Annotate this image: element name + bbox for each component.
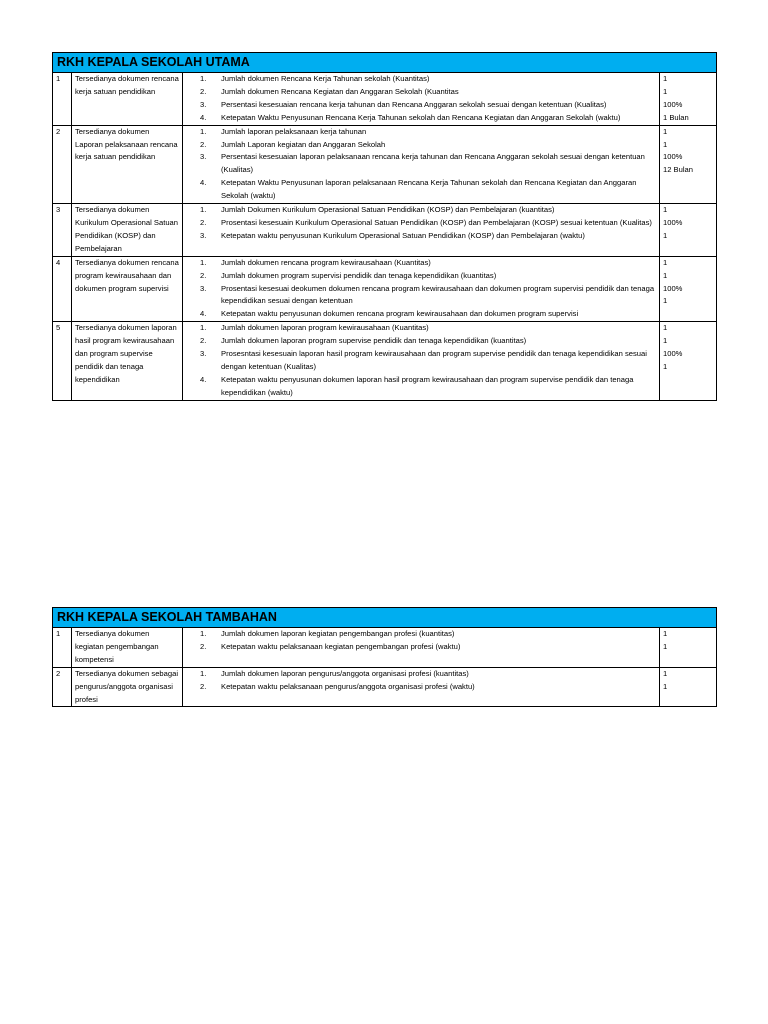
indicator-text: Jumlah dokumen program supervisi pendidik dan tenaga kependidikan (kuantitas) [221, 270, 497, 280]
indicator-text: Jumlah dokumen Rencana Kerja Tahunan sekolah (Kuantitas) [221, 74, 430, 83]
target-value: 1 [663, 270, 668, 280]
indicator-item [186, 668, 656, 681]
indicator-text: Persentasi kesesuaian rencana kerja tahunan dan Rencana Anggaran sekolah sesuai dengan ketentuan (Kualitas) [221, 99, 607, 109]
indicator-text: Persentasi kesesuaian laporan pelaksanaan rencana kerja tahunan dan Rencana Anggaran sekolah sesuai dengan ketentuan (Kualitas) [221, 152, 645, 175]
output-description: Tersedianya dokumen kegiatan pengembangan kompetensi [72, 628, 183, 668]
indicator-item [186, 139, 656, 152]
indicator-number: 3. [200, 152, 207, 162]
indicator-item [186, 641, 656, 654]
row-number: 1 [53, 628, 72, 668]
indicator-cell [183, 322, 660, 400]
target-value: 1 [663, 205, 668, 215]
target-cell [660, 628, 717, 668]
indicator-number: 2. [200, 681, 207, 691]
section-title: RKH KEPALA SEKOLAH TAMBAHAN [52, 607, 717, 627]
table-row [53, 667, 717, 707]
rkh-table [52, 72, 717, 401]
target-value: 1 [663, 641, 668, 651]
target-value: 1 [663, 230, 668, 240]
target-value: 1 [663, 336, 668, 346]
indicator-item [186, 628, 656, 641]
indicator-text: Prosentasi kesesuain Kurikulum Operasional Satuan Pendidikan (KOSP) dan Pembelajaran (KOSP) sesuai ketentuan (Kualitas) [221, 217, 652, 227]
section-title: RKH KEPALA SEKOLAH UTAMA [52, 52, 717, 72]
indicator-cell [183, 667, 660, 707]
row-number: 3 [53, 204, 72, 257]
indicator-text: Jumlah dokumen laporan kegiatan pengembangan profesi (kuantitas) [221, 629, 455, 638]
row-number: 5 [53, 322, 72, 400]
target-value: 100% [663, 283, 683, 293]
indicator-number: 3. [200, 230, 207, 240]
target-value: 12 Bulan [663, 165, 693, 175]
indicator-list [186, 628, 656, 654]
output-description: Tersedianya dokumen sebagai pengurus/anggota organisasi profesi [72, 667, 183, 707]
target-value: 1 [663, 86, 668, 96]
indicator-number: 2. [200, 139, 207, 149]
indicator-number: 3. [200, 283, 207, 293]
target-value: 1 [663, 74, 668, 83]
indicator-number: 1. [200, 126, 207, 136]
indicator-item [186, 681, 656, 694]
indicator-item [186, 270, 656, 283]
target-value: 100% [663, 99, 683, 109]
indicator-list [186, 204, 656, 243]
target-value: 1 [663, 257, 668, 267]
target-value: 1 [663, 126, 668, 136]
indicator-cell [183, 125, 660, 203]
indicator-item [186, 374, 656, 400]
indicator-cell [183, 204, 660, 257]
indicator-item [186, 257, 656, 270]
target-cell [660, 256, 717, 322]
output-description: Tersedianya dokumen rencana kerja satuan pendidikan [72, 73, 183, 126]
indicator-number: 1. [200, 257, 207, 267]
target-value: 1 [663, 296, 668, 306]
section-rkh-utama [52, 52, 717, 401]
table-row [53, 322, 717, 400]
indicator-item [186, 308, 656, 321]
table-row [53, 628, 717, 668]
indicator-number: 2. [200, 86, 207, 96]
table-row [53, 204, 717, 257]
indicator-text: Jumlah dokumen laporan program supervise pendidik dan tenaga kependidikan (kuantitas) [221, 336, 527, 346]
indicator-item [186, 335, 656, 348]
row-number: 2 [53, 125, 72, 203]
indicator-list [186, 668, 656, 694]
indicator-item [186, 177, 656, 203]
indicator-number: 4. [200, 178, 207, 188]
indicator-text: Ketepatan waktu penyusunan dokumen laporan hasil program kewirausahaan dan program supervise pendidik dan tenaga kependidikan (waktu) [221, 374, 634, 397]
indicator-number: 1. [200, 74, 207, 83]
indicator-text: Prosesntasi kesesuain laporan hasil program kewirausahaan dan program supervise pendidik dan tenaga kependidikan sesuai dengan ketentuan (Kualitas) [221, 349, 647, 371]
indicator-item [186, 73, 656, 86]
table-row [53, 73, 717, 126]
section-rkh-tambahan [52, 607, 717, 707]
indicator-text: Ketepatan waktu pelaksanaan kegiatan pengembangan profesi (waktu) [221, 641, 461, 651]
target-value: 1 Bulan [663, 112, 689, 122]
target-cell [660, 322, 717, 400]
indicator-number: 4. [200, 374, 207, 384]
indicator-number: 2. [200, 336, 207, 346]
target-value: 100% [663, 349, 683, 359]
target-value: 1 [663, 681, 668, 691]
output-description: Tersedianya dokumen Kurikulum Operasional Satuan Pendidikan (KOSP) dan Pembelajaran [72, 204, 183, 257]
target-cell [660, 125, 717, 203]
indicator-text: Ketepatan Waktu Penyusunan Rencana Kerja Tahunan sekolah dan Rencana Kegiatan dan Anggaran Sekolah (waktu) [221, 112, 621, 122]
indicator-number: 3. [200, 99, 207, 109]
indicator-list [186, 73, 656, 125]
output-description: Tersedianya dokumen Laporan pelaksanaan rencana kerja satuan pendidikan [72, 125, 183, 203]
indicator-cell [183, 256, 660, 322]
target-value: 100% [663, 152, 683, 162]
target-cell [660, 73, 717, 126]
indicator-text: Prosentasi kesesuai deokumen dokumen rencana program kewirausahaan dan dokumen program supervisi pendidik dan tenaga kependidikan sesuai dengan ketentuan [221, 283, 655, 306]
indicator-number: 2. [200, 641, 207, 651]
indicator-item [186, 151, 656, 177]
indicator-item [186, 217, 656, 230]
indicator-number: 1. [200, 323, 207, 333]
row-number: 2 [53, 667, 72, 707]
table-row [53, 125, 717, 203]
target-value: 1 [663, 629, 668, 638]
indicator-item [186, 112, 656, 125]
indicator-cell [183, 628, 660, 668]
indicator-list [186, 126, 656, 203]
indicator-item [186, 99, 656, 112]
output-description: Tersedianya dokumen laporan hasil program kewirausahaan dan program supervise pendidik dan tenaga kependidikan [72, 322, 183, 400]
output-description: Tersedianya dokumen rencana program kewirausahaan dan dokumen program supervisi [72, 256, 183, 322]
indicator-item [186, 230, 656, 243]
indicator-number: 1. [200, 668, 207, 678]
indicator-text: Jumlah laporan pelaksanaan kerja tahunan [221, 126, 367, 136]
indicator-number: 4. [200, 112, 207, 122]
table-row [53, 256, 717, 322]
indicator-text: Ketepatan Waktu Penyusunan laporan pelaksanaan Rencana Kerja Tahunan sekolah dan Rencana Kegiatan dan Anggaran Sekolah (waktu) [221, 178, 637, 201]
indicator-text: Jumlah dokumen laporan pengurus/anggota organisasi profesi (kuantitas) [221, 668, 469, 678]
indicator-text: Jumlah dokumen rencana program kewirausahaan (Kuantitas) [221, 257, 431, 267]
indicator-text: Ketepatan waktu penyusunan dokumen rencana program kewirausahaan dan dokumen program supervisi [221, 309, 579, 319]
target-value: 1 [663, 361, 668, 371]
indicator-number: 3. [200, 349, 207, 359]
target-value: 1 [663, 323, 668, 333]
indicator-text: Jumlah dokumen Rencana Kegiatan dan Anggaran Sekolah (Kuantitas [221, 86, 459, 96]
indicator-item [186, 204, 656, 217]
indicator-number: 2. [200, 270, 207, 280]
indicator-item [186, 322, 656, 335]
target-value: 100% [663, 217, 683, 227]
indicator-text: Jumlah Dokumen Kurikulum Operasional Satuan Pendidikan (KOSP) dan Pembelajaran (kuantitas) [221, 205, 555, 215]
indicator-number: 4. [200, 309, 207, 319]
indicator-text: Jumlah Laporan kegiatan dan Anggaran Sekolah [221, 139, 386, 149]
target-value: 1 [663, 139, 668, 149]
indicator-cell [183, 73, 660, 126]
indicator-item [186, 126, 656, 139]
indicator-text: Ketepatan waktu penyusunan Kurikulum Operasional Satuan Pendidikan (KOSP) dan Pembelajaran (waktu) [221, 230, 585, 240]
target-cell [660, 204, 717, 257]
indicator-list [186, 322, 656, 399]
target-cell [660, 667, 717, 707]
indicator-number: 1. [200, 629, 207, 638]
indicator-item [186, 283, 656, 309]
indicator-list [186, 257, 656, 322]
row-number: 4 [53, 256, 72, 322]
indicator-item [186, 86, 656, 99]
indicator-text: Ketepatan waktu pelaksanaan pengurus/anggota organisasi profesi (waktu) [221, 681, 475, 691]
indicator-number: 1. [200, 205, 207, 215]
row-number: 1 [53, 73, 72, 126]
indicator-text: Jumlah dokumen laporan program kewirausahaan (Kuantitas) [221, 323, 429, 333]
indicator-number: 2. [200, 217, 207, 227]
target-value: 1 [663, 668, 668, 678]
indicator-item [186, 348, 656, 374]
rkh-table [52, 627, 717, 707]
